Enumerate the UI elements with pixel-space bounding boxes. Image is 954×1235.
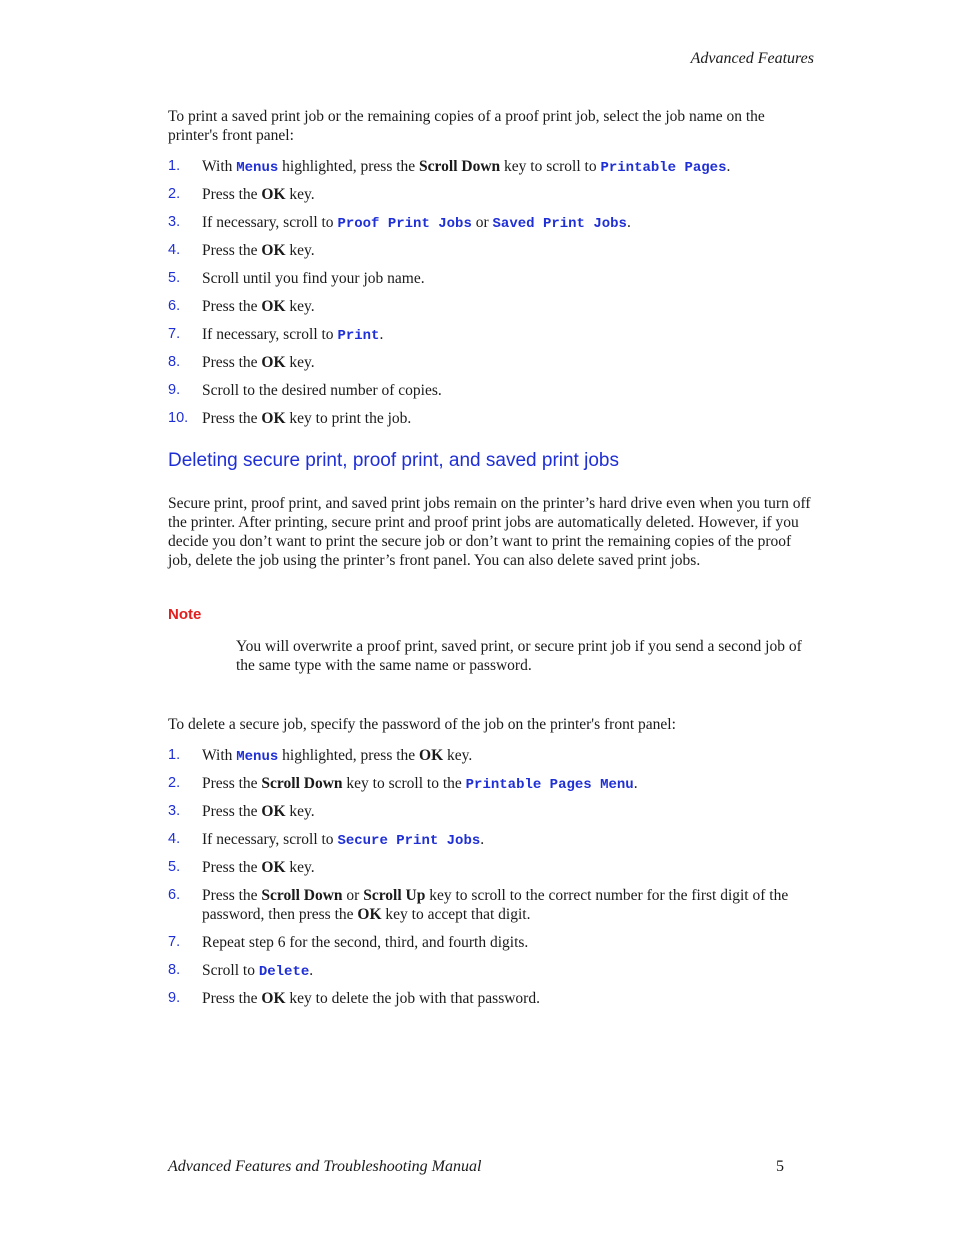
step-number: 2. (168, 186, 181, 202)
step-text-segment: Press the (202, 990, 262, 1007)
step-number: 7. (168, 934, 181, 950)
step-text (202, 297, 802, 316)
step-text-segment: With (202, 158, 237, 175)
step-number: 8. (168, 354, 181, 370)
step-text-segment: key. (285, 298, 315, 315)
step-text (202, 185, 802, 204)
step-text-segment: key. (285, 859, 315, 876)
step-number: 9. (168, 382, 181, 398)
step-text-segment: key to delete the job with that password. (285, 990, 540, 1007)
step-number: 2. (168, 775, 181, 791)
step-number: 4. (168, 242, 181, 258)
step-text (202, 381, 802, 400)
step-text-segment: Press the (202, 887, 262, 904)
menu-item-code: Menus (236, 749, 279, 765)
step-text-segment: If necessary, scroll to (202, 326, 338, 343)
step-text (202, 157, 802, 178)
menu-item-code: Printable Pages (600, 160, 727, 176)
key-name: OK (419, 747, 444, 764)
step-text (202, 933, 802, 952)
step-text-segment: Press the (202, 775, 262, 792)
step-number: 7. (168, 326, 181, 342)
note-label: Note (168, 606, 202, 623)
step-number: 8. (168, 962, 181, 978)
step-number: 5. (168, 859, 181, 875)
step-text (202, 269, 802, 288)
step-text-segment: . (379, 326, 384, 343)
deleting-paragraph: Secure print, proof print, and saved print jobs remain on the printer’s hard drive even when you turn off the printer. After printing, secure print and proof print jobs are automatically deleted. However, if you decide you don’t want to print the secure job or don’t want to print the remaining copies of the proof job, delete the job using the printer’s front panel. You can also delete saved print jobs. (168, 495, 811, 569)
step-text-segment: . (309, 962, 314, 979)
menu-item-code: Print (337, 328, 380, 344)
step-text-segment: key. (285, 803, 315, 820)
key-name: OK (261, 242, 286, 259)
step-text-segment: Scroll until you find your job name. (202, 270, 425, 287)
step-number: 6. (168, 298, 181, 314)
step-number: 10. (168, 410, 189, 426)
key-name: OK (261, 859, 286, 876)
step-text-segment: Scroll to the desired number of copies. (202, 382, 442, 399)
step-text-segment: or (471, 214, 493, 231)
step-number: 1. (168, 747, 181, 763)
intro-paragraph-print: To print a saved print job or the remaining copies of a proof print job, select the job name on the printer's front panel: (168, 108, 765, 144)
step-text-segment: Press the (202, 298, 262, 315)
page-number: 5 (776, 1158, 784, 1175)
menu-item-code: Saved Print Jobs (492, 216, 627, 232)
step-text-segment: Press the (202, 242, 262, 259)
note-text: You will overwrite a proof print, saved print, or secure print job if you send a second job of the same type with the same name or password. (236, 638, 802, 674)
step-text (202, 241, 802, 260)
step-number: 3. (168, 803, 181, 819)
step-text-segment: . (626, 214, 631, 231)
step-number: 6. (168, 887, 181, 903)
step-text (202, 886, 802, 924)
step-text-segment: With (202, 747, 237, 764)
intro-paragraph-delete: To delete a secure job, specify the password of the job on the printer's front panel: (168, 716, 676, 733)
step-text-segment: If necessary, scroll to (202, 214, 338, 231)
step-text-segment: key. (285, 186, 315, 203)
key-name: OK (261, 186, 286, 203)
step-text-segment: key. (285, 354, 315, 371)
step-text-segment: Press the (202, 803, 262, 820)
key-name: Scroll Down (261, 887, 343, 904)
step-text-segment: highlighted, press the (278, 747, 420, 764)
key-name: Scroll Down (261, 775, 343, 792)
step-text (202, 989, 802, 1008)
step-number: 5. (168, 270, 181, 286)
step-text-segment: key to scroll to the (342, 775, 466, 792)
step-text-segment: Press the (202, 410, 262, 427)
section-heading: Deleting secure print, proof print, and saved print jobs (168, 450, 619, 471)
step-text-segment: Press the (202, 186, 262, 203)
step-text-segment: Press the (202, 859, 262, 876)
step-text (202, 353, 802, 372)
step-text-segment: Repeat step 6 for the second, third, and fourth digits. (202, 934, 529, 951)
key-name: OK (261, 410, 286, 427)
step-text-segment: highlighted, press the (278, 158, 420, 175)
menu-item-code: Secure Print Jobs (337, 833, 481, 849)
step-text (202, 802, 802, 821)
step-text-segment: If necessary, scroll to (202, 831, 338, 848)
step-text-segment: key. (443, 747, 473, 764)
footer-manual-title: Advanced Features and Troubleshooting Manual (168, 1158, 482, 1175)
step-text (202, 774, 802, 795)
step-number: 1. (168, 158, 181, 174)
step-text (202, 961, 802, 982)
step-text (202, 325, 802, 346)
step-text-segment: . (480, 831, 485, 848)
step-text-segment: Press the (202, 354, 262, 371)
menu-item-code: Proof Print Jobs (337, 216, 472, 232)
key-name: OK (261, 803, 286, 820)
step-text-segment: key to print the job. (285, 410, 412, 427)
step-number: 9. (168, 990, 181, 1006)
key-name: OK (357, 906, 382, 923)
step-text-segment: key to accept that digit. (381, 906, 531, 923)
key-name: OK (261, 354, 286, 371)
step-text-segment: key to scroll to (500, 158, 601, 175)
running-header: Advanced Features (690, 50, 814, 67)
menu-item-code: Delete (258, 964, 310, 980)
step-text-segment: or (342, 887, 364, 904)
step-text-segment: key. (285, 242, 315, 259)
step-text-segment: . (633, 775, 638, 792)
step-text (202, 746, 802, 767)
step-text (202, 858, 802, 877)
key-name: OK (261, 298, 286, 315)
step-text-segment: . (726, 158, 731, 175)
step-number: 3. (168, 214, 181, 230)
step-text (202, 830, 802, 851)
menu-item-code: Printable Pages Menu (465, 777, 634, 793)
step-text (202, 213, 802, 234)
step-number: 4. (168, 831, 181, 847)
step-text-segment: key to scroll to the correct number for the first digit of the password, then press the (202, 887, 789, 923)
key-name: Scroll Up (363, 887, 426, 904)
step-text (202, 409, 802, 428)
key-name: OK (261, 990, 286, 1007)
step-text-segment: Scroll to (202, 962, 259, 979)
key-name: Scroll Down (419, 158, 501, 175)
menu-item-code: Menus (236, 160, 279, 176)
